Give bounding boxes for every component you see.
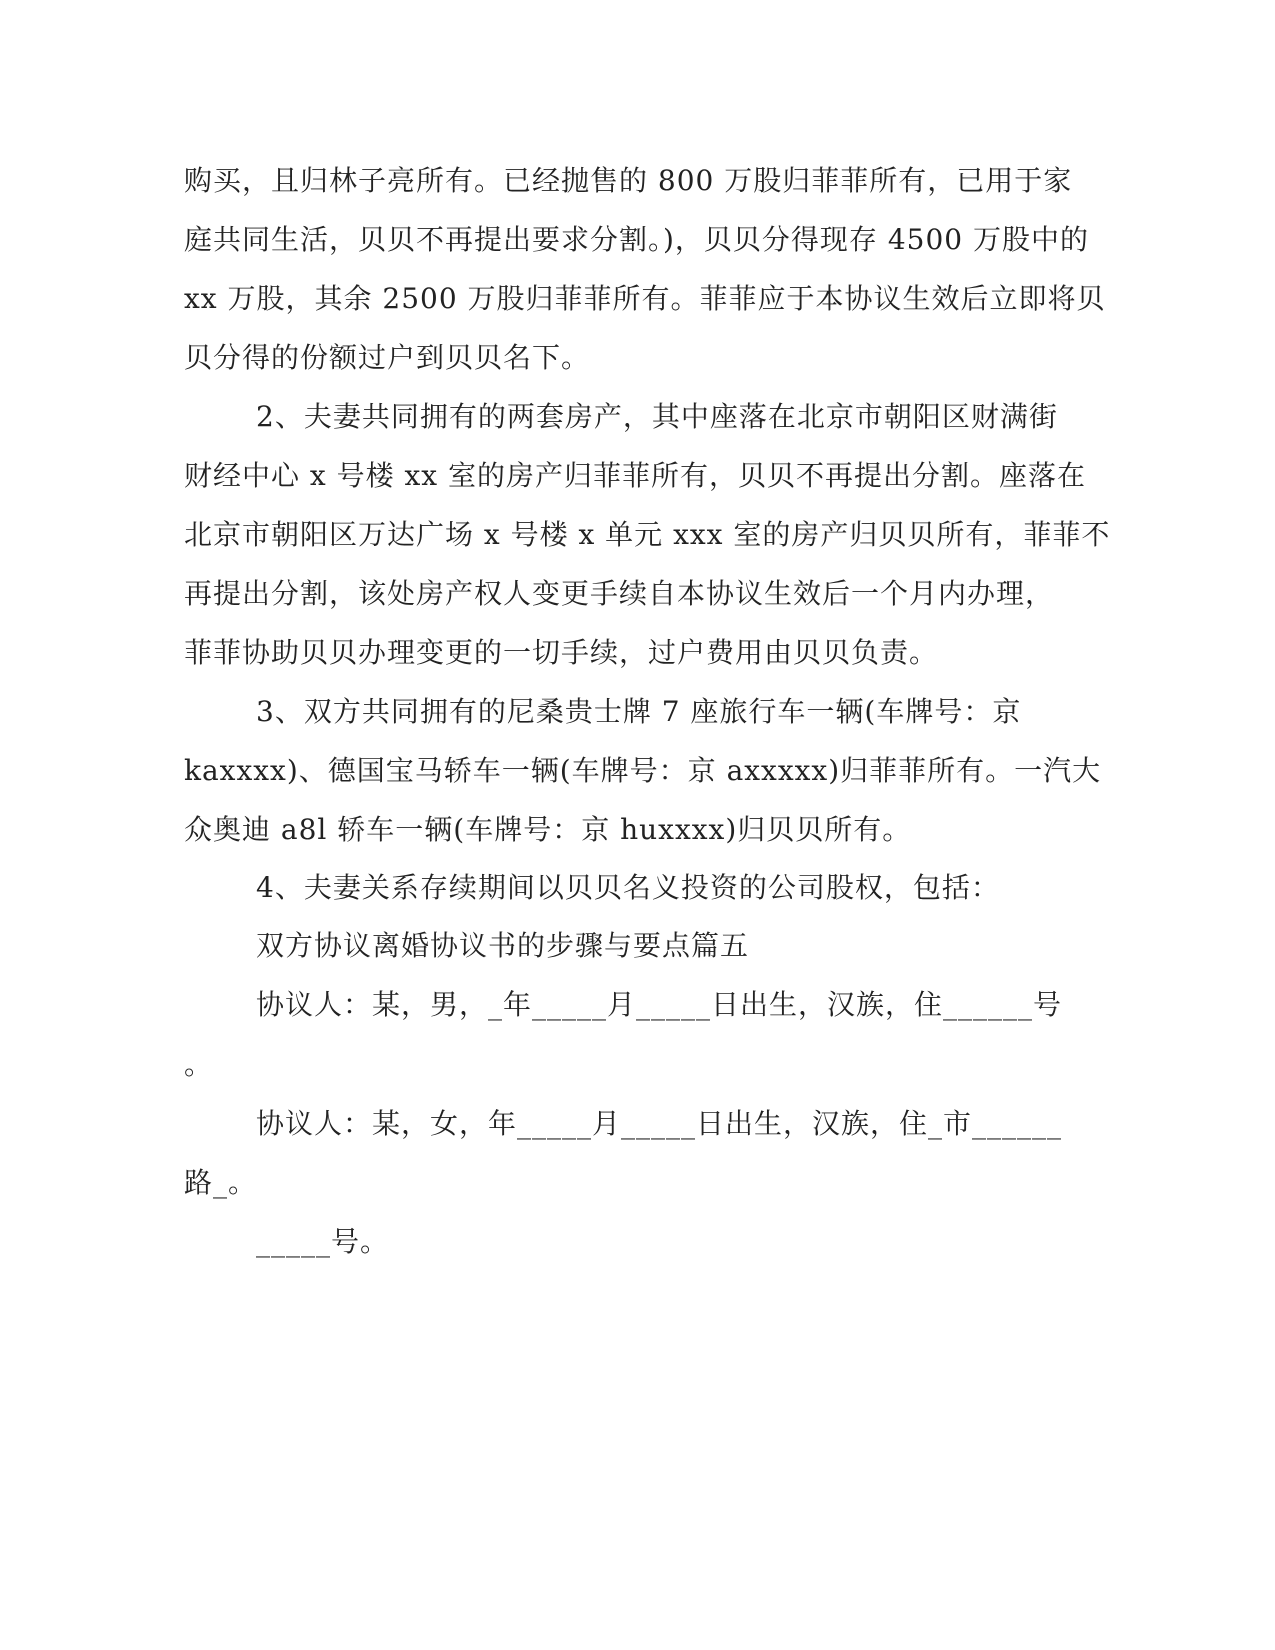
- list-item-4: 4、夫妻关系存续期间以贝贝名义投资的公司股权，包括：: [256, 871, 1000, 904]
- text-line: xx 万股，其余 2500 万股归菲菲所有。菲菲应于本协议生效后立即将贝: [184, 282, 1106, 315]
- text-line: 庭共同生活，贝贝不再提出要求分割。)，贝贝分得现存 4500 万股中的: [184, 223, 1089, 256]
- list-item-3: 3、双方共同拥有的尼桑贵士牌 7 座旅行车一辆(车牌号：京: [256, 695, 1022, 728]
- text-line: 众奥迪 a8l 轿车一辆(车牌号：京 huxxxx)归贝贝所有。: [184, 813, 912, 846]
- section-heading: 双方协议离婚协议书的步骤与要点篇五: [256, 929, 750, 962]
- text-line: 北京市朝阳区万达广场 x 号楼 x 单元 xxx 室的房产归贝贝所有，菲菲不: [184, 518, 1111, 551]
- list-item-2: 2、夫妻共同拥有的两套房产，其中座落在北京市朝阳区财满街: [256, 400, 1058, 433]
- text-line: 。: [184, 1048, 214, 1081]
- text-line: kaxxxx)、德国宝马轿车一辆(车牌号：京 axxxxx)归菲菲所有。一汽大: [184, 754, 1102, 787]
- text-line: _____号。: [256, 1225, 390, 1258]
- text-line: 路_。: [184, 1166, 258, 1199]
- party-line-female: 协议人：某，女，年_____月_____日出生，汉族，住_市______: [256, 1107, 1063, 1140]
- text-line: 购买，且归林子亮所有。已经抛售的 800 万股归菲菲所有，已用于家: [184, 164, 1073, 197]
- text-line: 贝分得的份额过户到贝贝名下。: [184, 341, 591, 374]
- text-line: 再提出分割，该处房产权人变更手续自本协议生效后一个月内办理，: [184, 577, 1055, 610]
- party-line-male: 协议人：某，男，_年_____月_____日出生，汉族，住______号: [256, 988, 1063, 1021]
- text-line: 菲菲协助贝贝办理变更的一切手续，过户费用由贝贝负责。: [184, 636, 939, 669]
- text-line: 财经中心 x 号楼 xx 室的房产归菲菲所有，贝贝不再提出分割。座落在: [184, 459, 1086, 492]
